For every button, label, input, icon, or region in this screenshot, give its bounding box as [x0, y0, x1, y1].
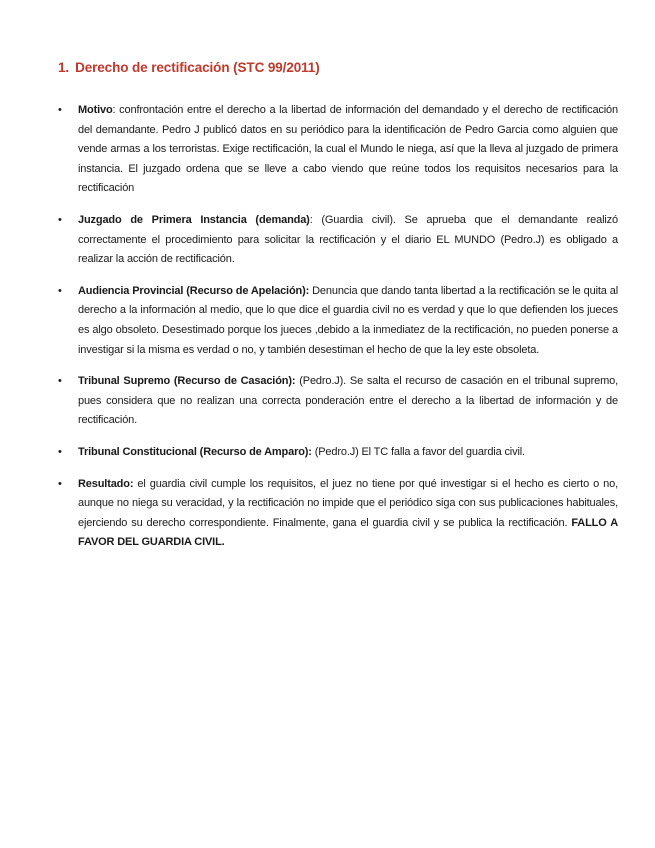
item-text: (Pedro.J). Se salta el recurso de casación en el tribunal supremo, pues considera que no realizan una correcta ponderación entre el derecho a la libertad de información y de rectificación.	[78, 375, 618, 427]
item-label: Motivo	[78, 104, 113, 116]
item-label: Audiencia Provincial (Recurso de Apelación):	[78, 284, 310, 297]
item-text: : confrontación entre el derecho a la libertad de información del demandado y el derecho de rectificación del demandante. Pedro J publicó datos en su periódico para la identificación de Pedro Garcia como alguien que vende armas a los terroristas. Exige rectificación, la cual el Mundo le niega, así que la lleva al juzgado de primera instancia. El juzgado ordena que se lleve a cabo viendo que reúne todos los requisitos necesarios para la rectificación	[78, 104, 618, 195]
bullet-marker: •	[58, 445, 62, 458]
item-emphasis: FALLO A FAVOR DEL GUARDIA CIVIL.	[78, 516, 618, 549]
item-label: Resultado:	[78, 477, 134, 490]
section-heading	[58, 60, 320, 75]
bullet-marker: •	[58, 284, 62, 297]
bullet-marker: •	[58, 375, 62, 388]
item-text: el guardia civil cumple los requisitos, el juez no tiene por qué investigar si el hecho es cierto o no, aunque no niega su veracidad, y la rectificación no impide que el periódico siga con sus publicaciones habituales, ejerciendo su derecho correspondiente. Finalmente, gana el guardia civil y se publica la rectificación.	[78, 477, 618, 529]
list-item-constitucional	[58, 443, 618, 463]
bullet-marker: •	[58, 104, 62, 116]
list-item-motivo	[58, 101, 618, 199]
item-label: Tribunal Supremo (Recurso de Casación):	[78, 375, 296, 388]
list-item-audiencia	[58, 282, 618, 360]
item-text: : (Guardia civil). Se aprueba que el demandante realizó correctamente el procedimiento para solicitar la rectificación y el diario EL MUNDO (Pedro.J) es obligado a realizar la acción de rectificación.	[78, 213, 619, 266]
bullet-marker: •	[58, 477, 62, 490]
section-number: 1.	[58, 60, 70, 75]
bullet-marker: •	[58, 213, 62, 226]
bullet-list	[58, 101, 618, 565]
item-label: Juzgado de Primera Instancia (demanda)	[78, 213, 310, 226]
item-text: (Pedro.J) El TC falla a favor del guardia civil.	[311, 445, 525, 458]
list-item-juzgado	[58, 211, 618, 270]
item-text: Denuncia que dando tanta libertad a la rectificación se le quita al derecho a la información al medio, que lo que dice el guardia civil no es verdad y que lo que defienden los jueces es algo obsoleto. Desestimado porque los jueces ,debido a la inmediatez de la rectificación, no pueden ponerse a investigar si la misma es verdad o no, y también desestiman el hecho de que la ley este obsoleta.	[78, 284, 618, 356]
list-item-resultado	[58, 475, 618, 553]
section-title: Derecho de rectificación (STC 99/2011)	[75, 60, 320, 75]
list-item-supremo	[58, 372, 618, 431]
item-label: Tribunal Constitucional (Recurso de Amparo):	[78, 445, 312, 458]
